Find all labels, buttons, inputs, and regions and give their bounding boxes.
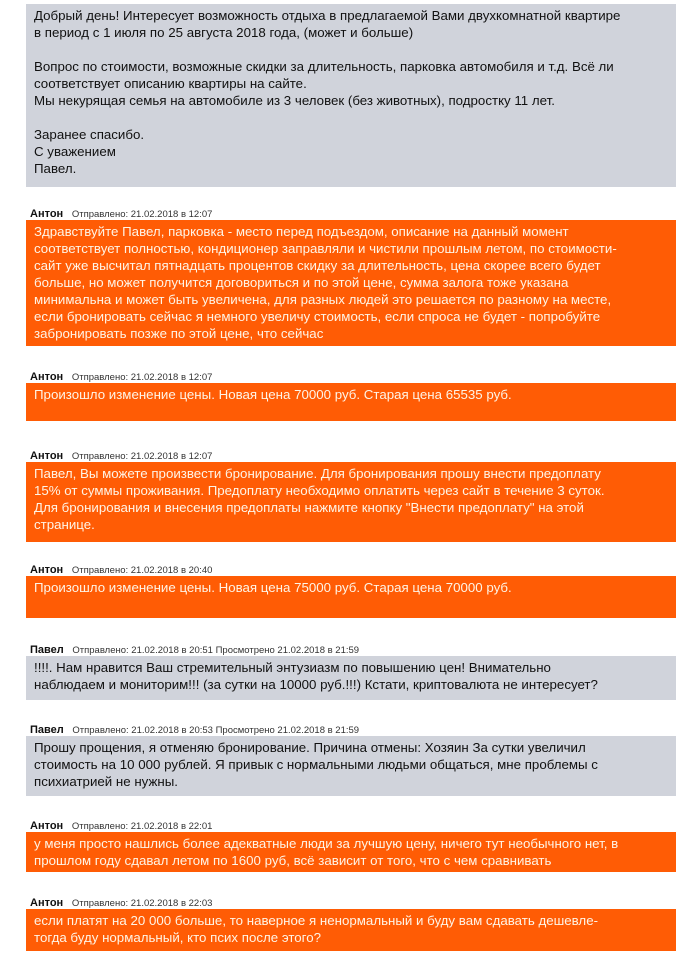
- message-bubble-anton: Здравствуйте Павел, парковка - место перед подъездом, описание на данный момент соответствует полностью, кондиционер заправляли и чистили прошлым летом, по стоимости- сайт уже высчитал пятнадцать процентов скидку за длительность, цена скорее всего будет больше, но может получится договориться и по этой цене, сумма залога тоже указана минимальна и может быть увеличена, для разных людей это решается по разному на месте, если бронировать сейчас я немного увеличу стоимость, если спроса не будет - попробуйте забронировать позже по этой цене, что сейчас: [26, 220, 676, 346]
- message-bubble-anton-price-change: Произошло изменение цены. Новая цена 75000 руб. Старая цена 70000 руб.: [26, 576, 676, 618]
- message-timestamp: Отправлено: 21.02.2018 в 22:01: [71, 821, 213, 832]
- message-timestamp: Отправлено: 21.02.2018 в 12:07: [71, 209, 213, 220]
- message-author: Павел: [30, 724, 64, 736]
- message-bubble-anton-price-change: Произошло изменение цены. Новая цена 70000 руб. Старая цена 65535 руб.: [26, 383, 676, 421]
- message-author: Антон: [30, 208, 64, 220]
- message-author: Антон: [30, 450, 64, 462]
- message-author: Антон: [30, 820, 64, 832]
- message-timestamp: Отправлено: 21.02.2018 в 20:53 Просмотрено 21.02.2018 в 21:59: [72, 725, 360, 736]
- message-author: Павел: [30, 644, 64, 656]
- message-bubble-anton: если платят на 20 000 больше, то наверное я ненормальный и буду вам сдавать дешевле- тогда буду нормальный, кто псих после этого?: [26, 909, 676, 951]
- message-timestamp: Отправлено: 21.02.2018 в 12:07: [71, 451, 213, 462]
- message-bubble-pavel-request: Добрый день! Интересует возможность отдыха в предлагаемой Вами двухкомнатной квартире в период с 1 июля по 25 августа 2018 года, (может и больше) Вопрос по стоимости, возможные скидки за длительность, парковка автомобиля и т.д. Всё ли соответствует описанию квартиры на сайте. Мы некурящая семья на автомобиле из 3 человек (без животных), подростку 11 лет. Заранее спасибо. С уважением Павел.: [26, 4, 676, 187]
- message-timestamp: Отправлено: 21.02.2018 в 20:51 Просмотрено 21.02.2018 в 21:59: [72, 645, 360, 656]
- message-bubble-pavel: !!!!. Нам нравится Ваш стремительный энтузиазм по повышению цен! Внимательно наблюдаем и мониторим!!! (за сутки на 10000 руб.!!!) Кстати, криптовалюта не интересует?: [26, 656, 676, 700]
- message-bubble-anton-booking: Павел, Вы можете произвести бронирование. Для бронирования прошу внести предоплату 15% от суммы проживания. Предоплату необходимо оплатить через сайт в течение 3 суток. Для бронирования и внесения предоплаты нажмите кнопку "Внести предоплату" на этой странице.: [26, 462, 676, 542]
- message-timestamp: Отправлено: 21.02.2018 в 20:40: [71, 565, 213, 576]
- message-author: Антон: [30, 897, 64, 909]
- message-bubble-pavel-cancel: Прошу прощения, я отменяю бронирование. Причина отмены: Хозяин За сутки увеличил стоимость на 10 000 рублей. Я привык с нормальными людьми общаться, мне проблемы с психиатрией не нужны.: [26, 736, 676, 796]
- message-bubble-anton: у меня просто нашлись более адекватные люди за лучшую цену, ничего тут необычного нет, в прошлом году сдавал летом по 1600 руб, всё зависит от того, что с чем сравнивать: [26, 832, 676, 872]
- message-timestamp: Отправлено: 21.02.2018 в 12:07: [71, 372, 213, 383]
- message-author: Антон: [30, 371, 64, 383]
- message-timestamp: Отправлено: 21.02.2018 в 22:03: [71, 898, 213, 909]
- message-author: Антон: [30, 564, 64, 576]
